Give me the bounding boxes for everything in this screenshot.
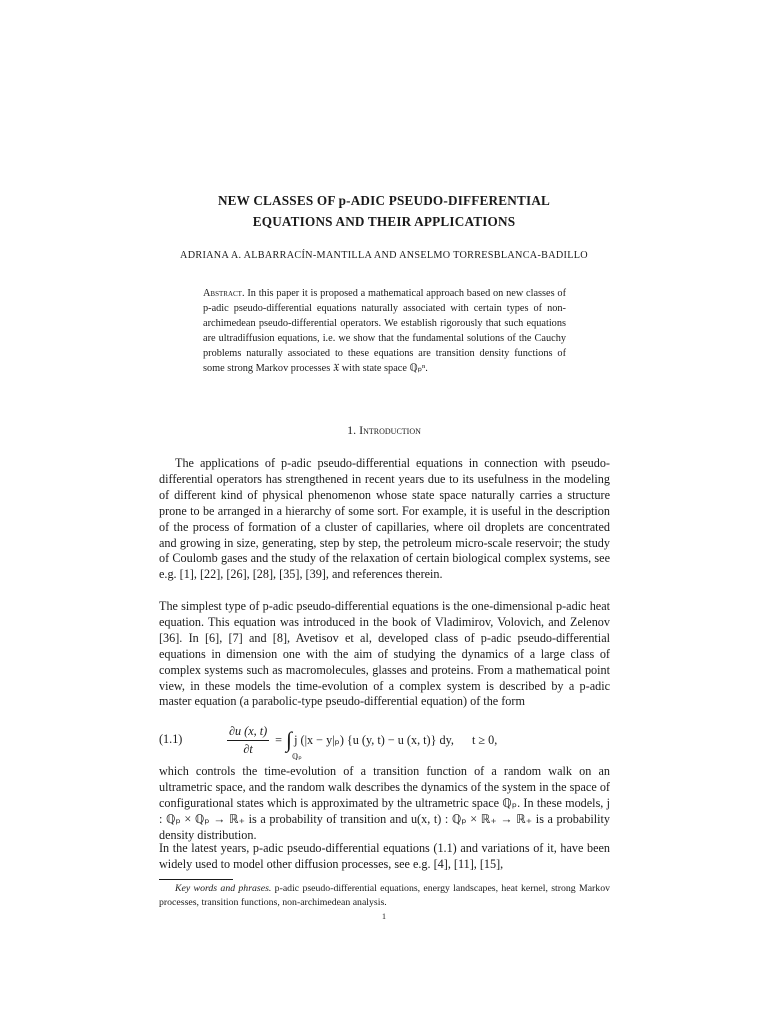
footnote <box>159 882 610 910</box>
page-number: 1 <box>382 912 386 921</box>
title-line-1: NEW CLASSES OF p-ADIC PSEUDO-DIFFERENTIAL <box>217 193 551 208</box>
paper-title <box>150 190 618 232</box>
section-heading: 1. Introduction <box>347 423 421 437</box>
paragraph-2: The simplest type of p-adic pseudo-differential equations is the one-dimensional p-adic heat equation. This equation was introduced in the book of Vladimirov, Volovich, and Zelenov [36]. In [6], [7] and [8], Avetisov et al, developed class of p-adic pseudo-differential equations in dimension one with the aim of studying the dynamics of a large class of complex systems such as macromolecules, glasses and proteins. From a mathematical point view, in these models the time-evolution of a complex system is described by a p-adic master equation (a parabolic-type pseudo-differential equation) of the form <box>159 599 610 709</box>
equation-denominator: ∂t <box>243 741 253 756</box>
paragraph-3: which controls the time-evolution of a transition function of a random walk on an ultrametric space, and the random walk describes the dynamics of the system in the space of configurational states which is approximated by the ultrametric space ℚₚ. In these models, j : ℚₚ × ℚₚ → ℝ₊ is a probability of transition and u(x, t) : ℚₚ × ℝ₊ → ℝ₊ is a probability density distribution. <box>159 764 610 842</box>
equation-condition: t ≥ 0, <box>471 732 498 747</box>
equation-fraction <box>227 724 269 757</box>
equation-1-1 <box>159 722 610 761</box>
abstract-text: In this paper it is proposed a mathematical approach based on new classes of p-adic pseudo-differential equations naturally associated with certain types of non-archimedean pseudo-differential operators. We establish rigorously that such equations are ultradiffusion equations, i.e. we show that the fundamental solutions of the Cauchy problems naturally associated to these equations are transition density functions of some strong Markov processes 𝔛 with state space ℚₚⁿ. <box>203 288 566 375</box>
equation-body <box>227 722 498 761</box>
footnote-text: p-adic pseudo-differential equations, energy landscapes, heat kernel, strong Markov processes, transition functions, non-archimedean analysis. <box>159 883 611 908</box>
equation-equals: = <box>275 732 283 747</box>
equation-numerator: ∂u (x, t) <box>227 724 269 741</box>
footnote-label: Key words and phrases. <box>175 883 272 894</box>
abstract <box>203 286 566 377</box>
integral-domain: ℚₚ <box>292 752 302 761</box>
abstract-label: Abstract. <box>203 288 245 299</box>
footnote-rule <box>159 879 233 880</box>
equation-number: (1.1) <box>159 732 183 746</box>
paragraph-4: In the latest years, p-adic pseudo-differential equations (1.1) and variations of it, have been widely used to model other diffusion processes, see e.g. [4], [11], [15], <box>159 841 610 871</box>
integral-sign: ∫ ℚₚ <box>286 727 302 761</box>
title-line-2: EQUATIONS AND THEIR APPLICATIONS <box>252 214 516 229</box>
paragraph-1: The applications of p-adic pseudo-differential equations in connection with pseudo-differential operators has strengthened in recent years due to its usefulness in the modeling of different kind of physical phenomenon whose state space naturally carries a structure prone to be arranged in a hierarchy of some sort. For example, it is useful in the description of the process of formation of a cluster of capillaries, where oil droplets are concentrated and growing in size, generating, step by step, the petroleum micro-scale reservoir; the study of Coulomb gases and the study of the relaxation of certain biological complex systems, see e.g. [1], [22], [26], [28], [35], [39], and references therein. <box>159 456 610 582</box>
author-list: ADRIANA A. ALBARRACÍN-MANTILLA AND ANSELMO TORRESBLANCA-BADILLO <box>180 250 588 261</box>
equation-integrand: j (|x − y|ₚ) {u (y, t) − u (x, t)} dy, <box>294 732 454 747</box>
